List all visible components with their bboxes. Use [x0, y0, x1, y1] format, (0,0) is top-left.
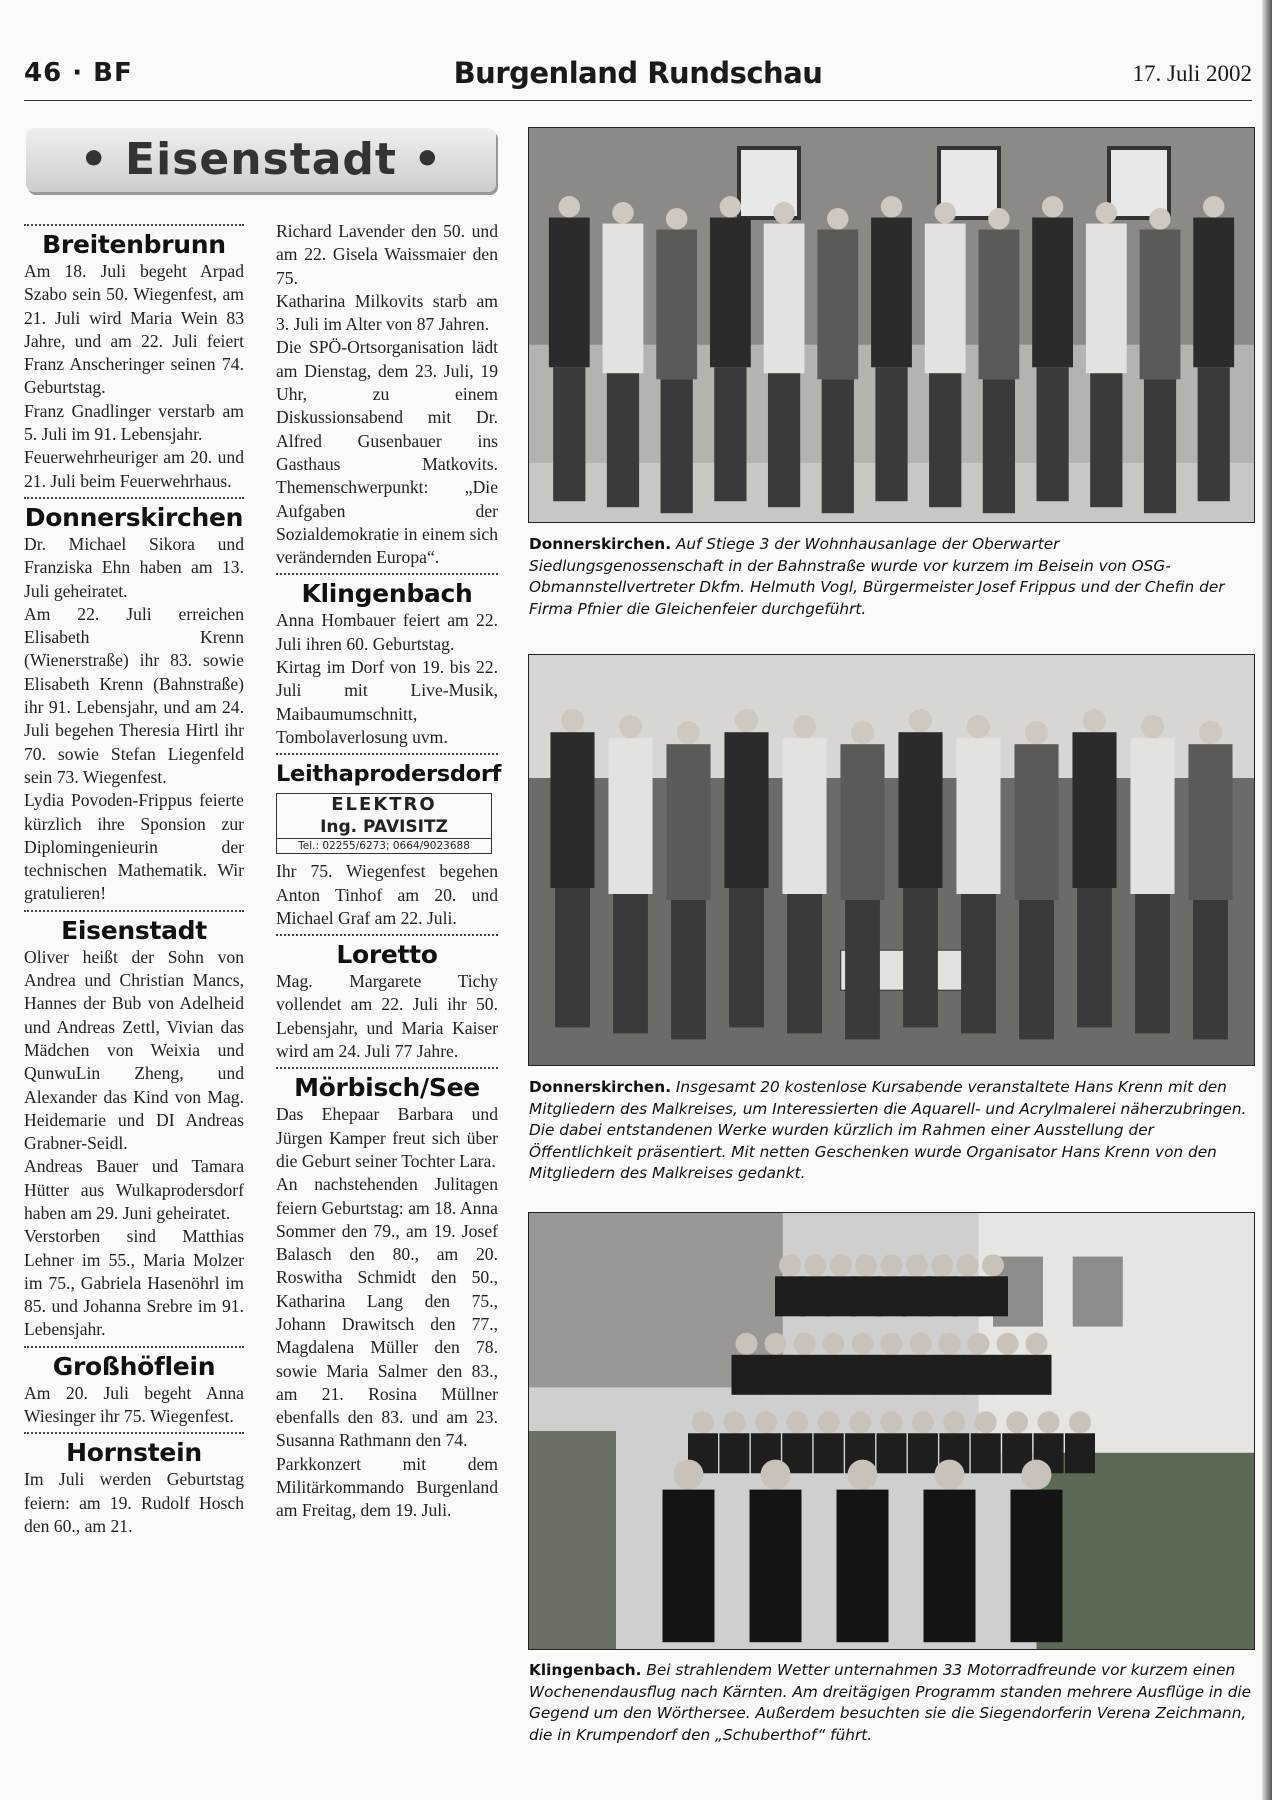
person-head — [619, 715, 642, 738]
person-body — [993, 1355, 1023, 1395]
paragraph: Ihr 75. Wiegenfest begehen Anton Tinhof am 20. und Michael Graf am 22. Juli. — [276, 861, 498, 928]
person-head — [666, 208, 687, 229]
person-head — [931, 1254, 953, 1276]
person-body — [710, 218, 751, 368]
person-head — [786, 1411, 808, 1433]
paragraph: Die SPÖ-Ortsorganisation lädt am Dienstag, dem 23. Juli, 19 Uhr, zu einem Diskussionsabend mit Dr. Alfred Gusenbauer ins Gasthaus Matkovits. Themenschwerpunkt: „Die Aufgaben der Sozialdemokratie in einem sich verändernden Europa“. — [276, 337, 498, 568]
person-head — [849, 1411, 871, 1433]
person-head — [612, 202, 633, 223]
person-body — [1086, 224, 1127, 374]
person-body — [608, 738, 652, 894]
person-legs — [714, 367, 746, 501]
caption-place: Donnerskirchen. — [529, 535, 672, 553]
section-heading: Klingenbach — [301, 579, 473, 609]
news-section — [24, 1432, 244, 1538]
section-banner: • Eisenstadt • — [26, 128, 496, 192]
person-head — [765, 1333, 787, 1355]
paragraph: Lydia Povoden-Frippus feierte kürzlich ihre Sponsion zur Diplomingenieurin der technischen Mathematik. Wir gratulieren! — [24, 790, 244, 904]
person-body — [1022, 1355, 1052, 1395]
person-legs — [729, 888, 764, 1027]
paragraph: Feuerwehrheuriger am 20. und 21. Juli beim Feuerwehrhaus. — [24, 447, 244, 491]
person-body — [1193, 218, 1234, 368]
paragraph: Im Juli werden Geburtstag feiern: am 19. Rudolf Hosch den 60., am 21. — [24, 1469, 244, 1536]
person-head — [939, 1333, 961, 1355]
person-legs — [1193, 900, 1228, 1039]
person-body — [603, 224, 644, 374]
person-head — [909, 709, 932, 732]
person-body — [1011, 1490, 1063, 1643]
person-body — [925, 224, 966, 374]
paragraph: Verstorben sind Matthias Lehner im 55., Maria Molzer im 75., Gabriela Hasenöhrl im 85. und Johanna Srebre im 91. Lebensjahr. — [24, 1226, 244, 1340]
section-heading: Breitenbrunn — [42, 230, 226, 259]
news-section — [276, 1067, 498, 1522]
person-head — [957, 1254, 979, 1276]
person-legs — [903, 888, 938, 1027]
section-heading: Hornstein — [66, 1438, 202, 1468]
person-legs — [1135, 894, 1170, 1033]
person-head — [1006, 1411, 1028, 1433]
paragraph: Richard Lavender den 50. und am 22. Gisela Waissmaier den 75. — [276, 221, 498, 288]
newspaper-title: Burgenland Rundschau — [453, 56, 823, 90]
person-head — [1141, 715, 1164, 738]
person-body — [935, 1355, 965, 1395]
window — [1073, 1257, 1123, 1327]
garden — [1037, 1453, 1255, 1649]
paragraph: Dr. Michael Sikora und Franziska Ehn haben am 13. Juli geheiratet. — [24, 533, 244, 601]
person-head — [723, 1411, 745, 1433]
person-head — [677, 721, 700, 744]
person-legs — [768, 373, 800, 507]
person-head — [761, 1460, 791, 1490]
person-head — [967, 715, 990, 738]
person-legs — [553, 367, 585, 501]
group-photo — [529, 1213, 1254, 1649]
person-head — [910, 1333, 932, 1355]
person-body — [550, 732, 594, 888]
caption-1 — [529, 534, 1256, 620]
person-body — [814, 1433, 844, 1473]
person-head — [830, 1254, 852, 1276]
person-body — [819, 1355, 849, 1395]
person-head — [794, 1333, 816, 1355]
person-body — [906, 1355, 936, 1395]
caption-text: Insgesamt 20 kostenlose Kursabende veranstaltete Hans Krenn mit den Mitgliedern des Malkreises, um Interessierten die Aquarell- und Acrylmalerei näherzubringen. Die dabei entstandenen Werke wurden kürzlich im Rahmen einer Ausstellung der Öffentlichkeit präsentiert. Mit netten Geschenken wurde Organisator Hans Krenn von den Mitgliedern des Malkreises gedankt. — [529, 1078, 1247, 1182]
news-section — [24, 224, 244, 493]
caption-text: Bei strahlendem Wetter unternahmen 33 Motorradfreunde vor kurzem einen Wochenendausflug nach Kärnten. Am dreitägigen Programm standen mehrere Ausflüge in die Gegend um den Wörthersee. Außerdem besuchten sie die Siegendorferin Verena Zeichmann, die in Krumpendorf den „Schuberthof“ führt. — [529, 1661, 1252, 1744]
person-body — [750, 1490, 802, 1643]
section-heading: Leithaprodersdorf — [276, 761, 502, 788]
person-body — [817, 230, 858, 380]
person-head — [720, 196, 741, 217]
person-legs — [1019, 900, 1054, 1039]
caption-3 — [529, 1660, 1256, 1746]
person-body — [782, 738, 826, 894]
person-head — [1026, 1333, 1048, 1355]
person-legs — [1077, 888, 1112, 1027]
person-head — [975, 1411, 997, 1433]
person-legs — [671, 900, 706, 1039]
paragraph: Franz Gnadlinger verstarb am 5. Juli im 91. Lebensjahr. — [24, 400, 244, 445]
person-head — [1199, 721, 1222, 744]
person-legs — [1090, 373, 1122, 507]
person-body — [848, 1355, 878, 1395]
paragraph: Anna Hombauer feiert am 22. Juli ihren 60. Geburtstag. — [276, 610, 498, 654]
paragraph: Oliver heißt der Sohn von Andrea und Christian Mancs, Hannes der Bub von Adelheid und Andreas Zettl, Vivian das Mädchen von Weixia und QunwuLin Zheng, und Alexander das Kind von Mag. Heidemarie und DI Andreas Grabner-Seidl. — [24, 946, 244, 1154]
person-body — [840, 744, 884, 900]
person-head — [823, 1333, 845, 1355]
person-body — [666, 744, 710, 900]
person-head — [943, 1411, 965, 1433]
person-legs — [875, 367, 907, 501]
person-head — [1083, 709, 1106, 732]
person-head — [881, 1411, 903, 1433]
person-head — [1022, 1460, 1052, 1490]
advertisement — [276, 793, 492, 854]
person-head — [1042, 196, 1063, 217]
person-body — [837, 1490, 889, 1643]
person-body — [908, 1433, 938, 1473]
person-body — [979, 230, 1020, 380]
person-head — [1149, 208, 1170, 229]
person-head — [692, 1411, 714, 1433]
person-body — [1014, 744, 1058, 900]
person-body — [1188, 744, 1232, 900]
person-body — [964, 1355, 994, 1395]
section-heading: Loretto — [336, 940, 438, 970]
ad-line3: Tel.: 02255/6273; 0664/9023688 — [277, 838, 491, 853]
person-legs — [1198, 367, 1230, 501]
group-photo — [529, 655, 1254, 1065]
person-head — [881, 1254, 903, 1276]
person-head — [735, 709, 758, 732]
window — [1109, 148, 1169, 218]
person-head — [855, 1254, 877, 1276]
person-body — [1032, 218, 1073, 368]
person-head — [851, 721, 874, 744]
person-head — [827, 208, 848, 229]
person-head — [559, 196, 580, 217]
group-photo — [529, 128, 1254, 522]
person-legs — [929, 373, 961, 507]
person-legs — [1037, 367, 1069, 501]
person-body — [1140, 230, 1181, 380]
person-head — [934, 202, 955, 223]
person-body — [761, 1355, 791, 1395]
person-head — [1038, 1411, 1060, 1433]
section-heading: Großhöflein — [52, 1351, 216, 1381]
person-head — [997, 1333, 1019, 1355]
photo-donnerskirchen-malkreis — [528, 654, 1255, 1066]
person-body — [956, 738, 1000, 894]
person-head — [793, 715, 816, 738]
person-body — [1072, 732, 1116, 888]
person-legs — [607, 373, 639, 507]
person-head — [906, 1254, 928, 1276]
paragraph: Am 22. Juli erreichen Elisabeth Krenn (Wienerstraße) ihr 83. sowie Elisabeth Krenn (Bahnstraße) ihr 91. Lebensjahr, und am 24. Juli begehen Theresia Hirtl ihr 70. sowie Stefan Liegenfeld sein 73. Wiegenfest. — [24, 603, 244, 787]
paragraph: Am 20. Juli begeht Anna Wiesinger ihr 75. Wiegenfest. — [24, 1382, 244, 1427]
section-heading: Mörbisch/See — [294, 1073, 480, 1103]
person-head — [674, 1460, 704, 1490]
caption-text: Auf Stiege 3 der Wohnhausanlage der Oberwarter Siedlungsgenossenschaft in der Bahnstraße wurde vor kurzem im Beisein von OSG-Obmannstellvertreter Dkfm. Helmuth Vogl, Bürgermeister Josef Frippus und der Chefin der Firma Pfnier die Gleichenfeier durchgeführt. — [529, 535, 1225, 618]
person-body — [898, 732, 942, 888]
person-head — [1096, 202, 1117, 223]
person-body — [724, 732, 768, 888]
person-head — [818, 1411, 840, 1433]
page-edge-shadow — [1262, 0, 1272, 1800]
paragraph: Kirtag im Dorf von 19. bis 22. Juli mit Live-Musik, Maibaumumschnitt, Tombolaverlosung uvm. — [276, 657, 498, 747]
person-head — [881, 196, 902, 217]
paragraph: Mag. Margarete Tichy vollendet am 22. Juli ihr 50. Lebensjahr, und Maria Kaiser wird am 24. Juli 77 Jahre. — [276, 971, 498, 1062]
text-column-1 — [24, 220, 244, 1538]
person-head — [935, 1460, 965, 1490]
paragraph: Parkkonzert mit dem Militärkommando Burgenland am Freitag, dem 19. Juli. — [276, 1453, 498, 1521]
caption-2 — [529, 1077, 1256, 1185]
paragraph: An nachstehenden Julitagen feiern Geburtstag: am 18. Anna Sommer den 79., am 19. Josef Balasch den 80., am 20. Roswitha Schmidt den 50., Katharina Lang den 75., Johann Drawitsch den 77., Magdalena Müller den 78. sowie Maria Salmer den 83., am 21. Rosina Müllner ebenfalls den 83. und am 23. Susanna Rathmann den 74. — [276, 1174, 498, 1451]
section-heading: Eisenstadt — [61, 915, 207, 945]
ad-line2: Ing. PAVISITZ — [320, 817, 448, 838]
photo-klingenbach-motorradfreunde — [528, 1212, 1255, 1650]
paragraph: Am 18. Juli begeht Arpad Szabo sein 50. Wiegenfest, am 21. Juli wird Maria Wein 83 Jahre, und am 22. Juli feiert Franz Anscheringer seinen 74. Geburtstag. — [24, 261, 244, 398]
photo-donnerskirchen-gleichenfeier — [528, 127, 1255, 523]
person-head — [755, 1411, 777, 1433]
person-head — [1069, 1411, 1091, 1433]
news-section — [24, 1346, 244, 1429]
person-legs — [661, 379, 693, 513]
ad-line1: ELEKTRO — [331, 794, 437, 816]
person-head — [779, 1254, 801, 1276]
news-section — [24, 497, 244, 906]
page-number: 46 · BF — [24, 58, 133, 88]
person-head — [773, 202, 794, 223]
person-head — [982, 1254, 1004, 1276]
person-head — [736, 1333, 758, 1355]
news-section — [276, 753, 502, 930]
person-legs — [961, 894, 996, 1033]
person-body — [971, 1433, 1001, 1473]
person-head — [1203, 196, 1224, 217]
person-head — [804, 1254, 826, 1276]
person-head — [912, 1411, 934, 1433]
text-column-2 — [276, 212, 502, 1523]
news-section — [276, 216, 498, 569]
issue-date: 17. Juli 2002 — [1132, 61, 1252, 86]
person-body — [656, 230, 697, 380]
paragraph: Katharina Milkovits starb am 3. Juli im Alter von 87 Jahren. — [276, 290, 498, 335]
person-body — [877, 1355, 907, 1395]
person-legs — [787, 894, 822, 1033]
paragraph: Das Ehepaar Barbara und Jürgen Kamper freut sich über die Geburt seiner Tochter Lara. — [276, 1104, 498, 1171]
person-legs — [555, 888, 590, 1027]
person-body — [871, 218, 912, 368]
person-head — [848, 1460, 878, 1490]
caption-place: Klingenbach. — [529, 1661, 642, 1679]
person-legs — [822, 379, 854, 513]
caption-place: Donnerskirchen. — [529, 1078, 672, 1096]
person-body — [719, 1433, 749, 1473]
person-body — [978, 1276, 1008, 1316]
person-body — [924, 1490, 976, 1643]
news-section — [276, 573, 498, 749]
person-body — [790, 1355, 820, 1395]
person-head — [561, 709, 584, 732]
news-section — [276, 934, 498, 1063]
person-legs — [1144, 379, 1176, 513]
person-body — [1065, 1433, 1095, 1473]
person-legs — [845, 900, 880, 1039]
person-body — [877, 1433, 907, 1473]
person-head — [1025, 721, 1048, 744]
person-head — [988, 208, 1009, 229]
person-legs — [983, 379, 1015, 513]
person-body — [764, 224, 805, 374]
section-heading: Donnerskirchen — [24, 502, 244, 532]
person-body — [1130, 738, 1174, 894]
person-body — [549, 218, 590, 368]
news-section — [24, 910, 244, 1342]
person-head — [881, 1333, 903, 1355]
person-body — [732, 1355, 762, 1395]
person-head — [968, 1333, 990, 1355]
person-body — [663, 1490, 715, 1643]
plants — [529, 1431, 616, 1649]
person-head — [852, 1333, 874, 1355]
page-header — [24, 56, 1252, 101]
person-legs — [613, 894, 648, 1033]
paragraph: Andreas Bauer und Tamara Hütter aus Wulkaprodersdorf haben am 29. Juni geheiratet. — [24, 1156, 244, 1223]
